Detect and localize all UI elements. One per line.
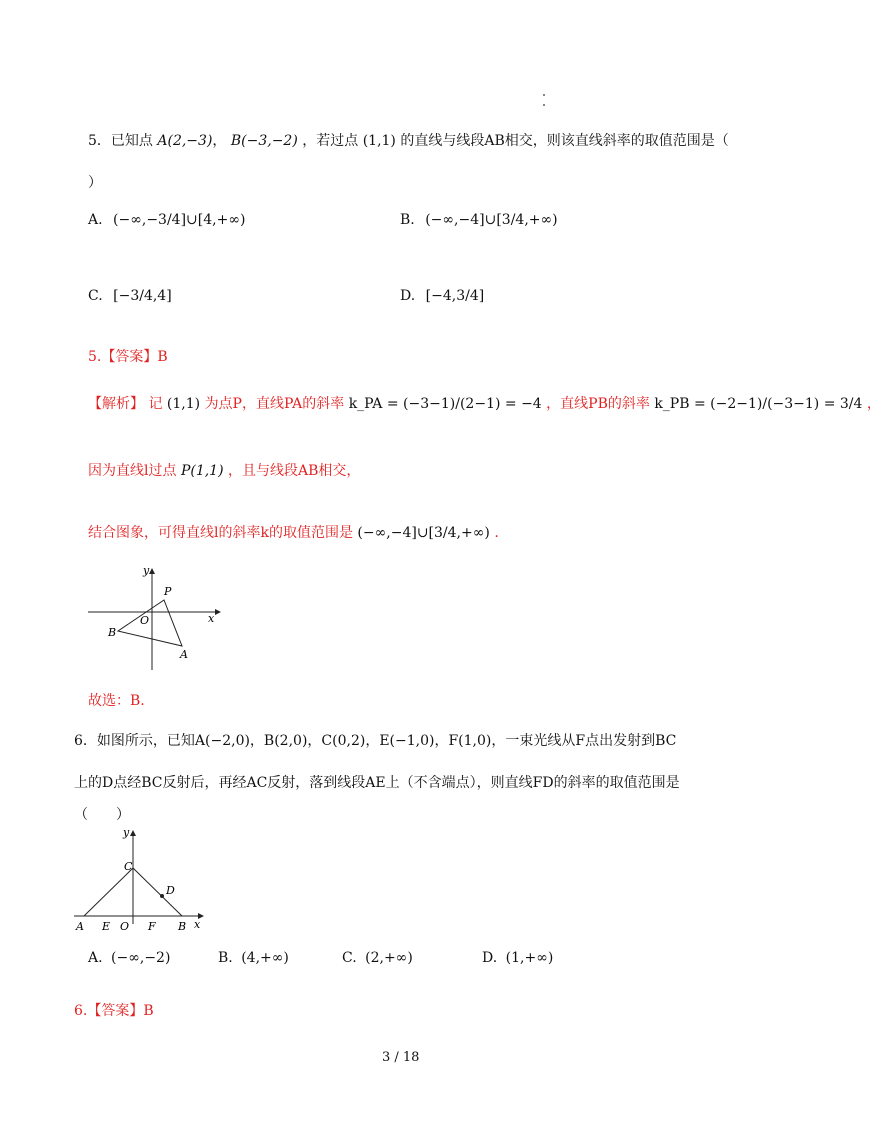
q6-option-a[interactable] — [88, 950, 170, 966]
q5-analysis-1c: 为点P，直线PA的斜率 — [204, 396, 345, 412]
q5-point-b: B(−3,−2) — [230, 133, 298, 149]
q6-figure — [70, 824, 220, 936]
q5-analysis-2b: P(1,1) — [180, 463, 224, 479]
q5-analysis-2c: ，且与线段AB相交， — [228, 463, 361, 479]
q5-point-11: (1,1) — [362, 133, 396, 149]
q6-label-a: A — [76, 920, 84, 933]
q5-analysis-line2 — [88, 460, 360, 480]
q6-label-f: F — [148, 920, 156, 933]
q6-stem-line2: 上的D点经BC反射后，再经AC反射，落到线段AE上（不含端点），则直线FD的斜率的取值范围是 — [74, 775, 680, 791]
q6-option-b-text: (4,+∞) — [241, 950, 289, 966]
q5-point-a: A(2,−3) — [157, 133, 213, 149]
speck-2 — [543, 104, 545, 106]
q5-analysis-line3 — [88, 522, 499, 542]
q5-option-d-label: D. — [400, 288, 416, 304]
q5-analysis-3a: 结合图象，可得直线l的斜率k的取值范围是 — [88, 525, 353, 541]
q6-option-c-text: (2,+∞) — [365, 950, 413, 966]
q5-analysis-1b: (1,1) — [166, 396, 201, 412]
q5-option-a[interactable] — [88, 212, 245, 228]
q5-figure — [80, 560, 240, 680]
q6-option-d-text: (1,+∞) — [505, 950, 554, 966]
q5-option-c-label: C. — [88, 288, 103, 304]
q5-x-arrow — [215, 609, 221, 615]
q5-answer: 5.【答案】B — [88, 349, 168, 365]
q5-option-b-label: B. — [400, 212, 415, 228]
q5-option-a-label: A. — [88, 212, 103, 228]
q5-option-a-text: (−∞,−3/4]∪[4,+∞) — [113, 212, 246, 228]
q6-label-y: y — [123, 826, 130, 839]
q6-option-a-label: A. — [88, 950, 103, 966]
q5-label-b: B — [108, 626, 117, 639]
q5-stem-close: ） — [88, 175, 102, 191]
q5-option-b[interactable] — [400, 212, 558, 228]
q6-point-d — [160, 894, 164, 898]
q5-analysis-1a: 记 — [148, 396, 163, 412]
q5-analysis-3c: . — [494, 525, 499, 541]
page-number: 3 / 18 — [382, 1050, 420, 1065]
q5-option-c-text: [−3/4,4] — [113, 288, 172, 304]
q6-label-d: D — [166, 884, 175, 897]
q5-option-d[interactable] — [400, 288, 484, 304]
q6-label-x: x — [194, 918, 201, 931]
q6-stem-line3: （ ） — [74, 807, 130, 823]
q5-stem: 5．已知点 A(2,−3)， B(−3,−2) ，若过点 (1,1) 的直线与线段AB相交，则该直线斜率的取值范围是（ — [88, 133, 729, 149]
q5-kpb: k_PB = (−2−1)/(−3−1) = 3/4 — [654, 396, 863, 412]
q5-label-a: A — [180, 648, 188, 661]
q6-label-o: O — [120, 920, 130, 933]
q5-analysis-1d: ，直线PB的斜率 — [546, 396, 650, 412]
q5-option-c[interactable] — [88, 288, 172, 304]
q6-label-b: B — [178, 920, 187, 933]
q6-answer: 6.【答案】B — [74, 1003, 154, 1019]
q6-option-c[interactable] — [342, 950, 413, 966]
q5-label-p: P — [164, 585, 172, 598]
q6-option-d[interactable] — [482, 950, 553, 966]
q5-triangle-pab — [118, 600, 182, 646]
q6-label-c: C — [124, 860, 133, 873]
q5-stem-mid: ，若过点 — [302, 133, 359, 149]
q5-y-arrow — [149, 568, 155, 574]
q5-label-y: y — [143, 564, 150, 577]
q5-stem-suffix: 的直线与线段AB相交，则该直线斜率的取值范围是（ — [400, 133, 729, 149]
q5-conclusion: 故选：B. — [88, 693, 145, 709]
q6-option-a-text: (−∞,−2) — [111, 950, 171, 966]
q6-option-b-label: B. — [218, 950, 233, 966]
q5-label-o: O — [140, 614, 150, 627]
q5-kpa: k_PA = (−3−1)/(2−1) = −4 — [348, 396, 542, 412]
q6-option-c-label: C. — [342, 950, 357, 966]
q5-label-x: x — [208, 612, 215, 625]
q5-analysis-tag: 【解析】 — [88, 396, 144, 412]
q5-stem-prefix: 5．已知点 — [88, 133, 153, 149]
q6-y-arrow — [130, 830, 136, 836]
q5-analysis-3b: (−∞,−4]∪[3/4,+∞) — [357, 525, 490, 541]
q6-label-e: E — [102, 920, 111, 933]
q6-segment-ac — [84, 868, 133, 916]
q6-stem-line1: 6．如图所示，已知A(−2,0)，B(2,0)，C(0,2)，E(−1,0)，F(1,0)，一束光线从F点出发射到BC — [74, 733, 677, 749]
q5-analysis-line1 — [88, 393, 881, 413]
speck-1 — [543, 94, 545, 96]
q5-analysis-2a: 因为直线l过点 — [88, 463, 177, 479]
q5-option-b-text: (−∞,−4]∪[3/4,+∞) — [425, 212, 558, 228]
q6-option-b[interactable] — [218, 950, 289, 966]
q6-option-d-label: D. — [482, 950, 498, 966]
q5-analysis-1e: ， — [866, 396, 881, 412]
q5-option-d-text: [−4,3/4] — [425, 288, 485, 304]
